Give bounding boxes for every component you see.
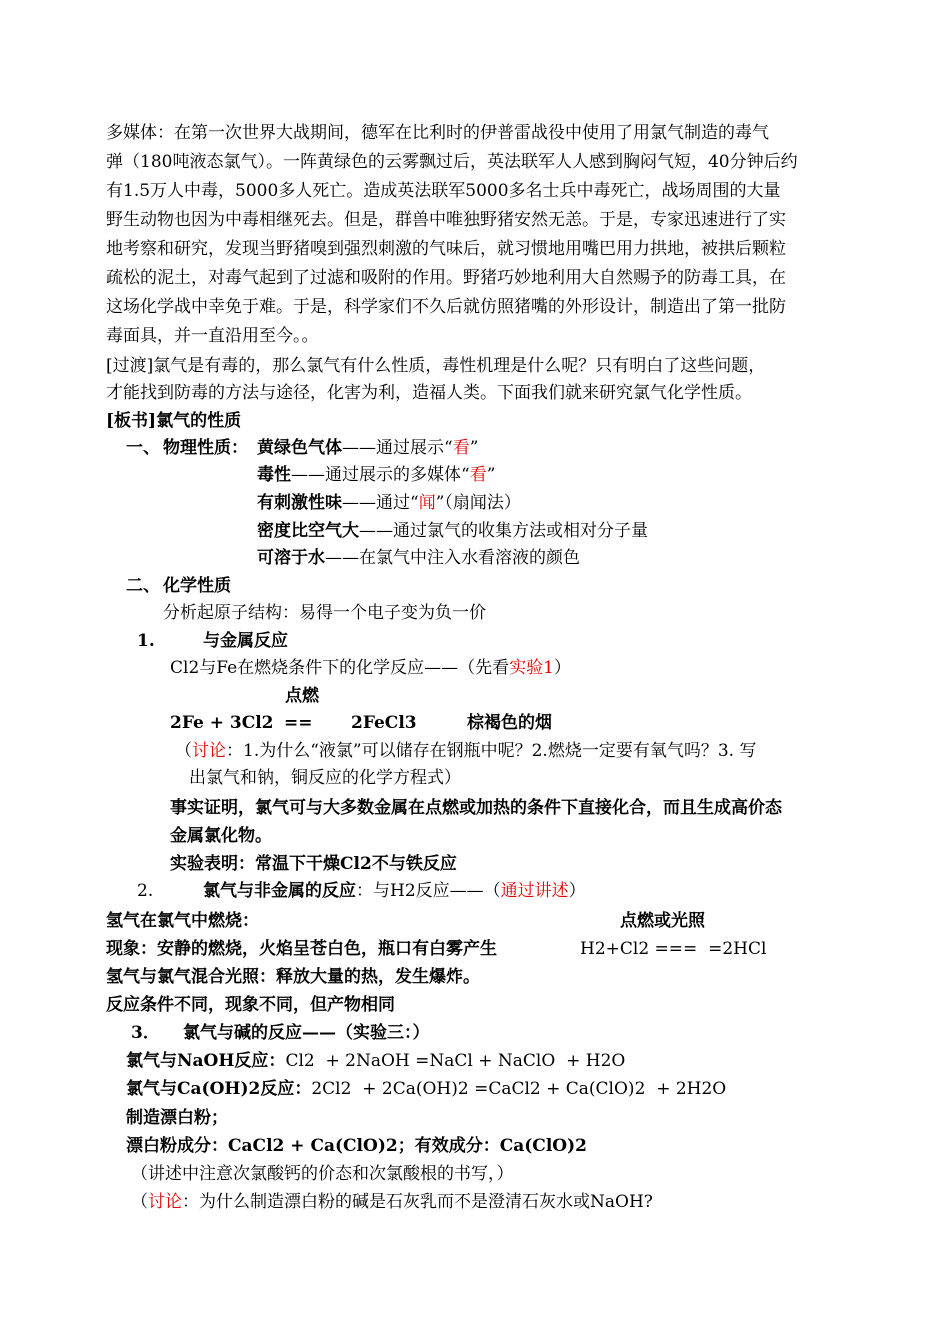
caoh-reaction bbox=[126, 1078, 726, 1100]
section-number: 二、 bbox=[126, 576, 160, 596]
discussion bbox=[175, 740, 756, 762]
phenomenon: 现象：安静的燃烧，火焰呈苍白色，瓶口有白雾产生 bbox=[106, 939, 497, 959]
property-name: 有刺激性味 bbox=[257, 493, 342, 513]
property-method: ——通过“ bbox=[342, 493, 419, 513]
property-method: ——通过氯气的收集方法或相对分子量 bbox=[359, 521, 648, 541]
property-tail: ”（扇闻法） bbox=[435, 493, 521, 513]
highlight-text: 通过讲述 bbox=[500, 881, 569, 901]
burning-heading: 氢气在氯气中燃烧： bbox=[106, 911, 259, 931]
transition-line: [过渡]氯气是有毒的，那么氯气有什么性质，毒性机理是什么呢？只有明白了这些问题， bbox=[106, 356, 766, 376]
bleach-heading: 制造漂白粉； bbox=[126, 1108, 228, 1128]
discussion-continued: 出氯气和钠，铜反应的化学方程式） bbox=[189, 768, 461, 788]
transition-line: 才能找到防毒的方法与途径，化害为利，造福人类。下面我们就来研究氯气化学性质。 bbox=[106, 383, 752, 403]
paren: （ bbox=[131, 1192, 148, 1212]
equation-left: 2Fe + 3Cl2 bbox=[170, 713, 274, 733]
property-method: ——通过展示的多媒体“ bbox=[291, 465, 470, 485]
reaction-condition: 点燃 bbox=[285, 686, 319, 706]
discussion-label: 讨论 bbox=[192, 741, 226, 761]
property-name: 可溶于水 bbox=[257, 548, 325, 568]
teaching-note: （讲述中注意次氯酸钙的价态和次氯酸根的书写，） bbox=[131, 1164, 514, 1184]
subsection-tail: ） bbox=[568, 881, 586, 901]
discussion-text: ：1.为什么“液氯”可以储存在钢瓶中呢？2.燃烧一定要有氧气吗？3. 写 bbox=[226, 741, 757, 761]
property-item bbox=[257, 492, 521, 514]
subsection-title: 与金属反应 bbox=[203, 631, 288, 651]
reaction-equation: 2Cl2 + 2Ca(OH)2 =CaCl2 + Ca(ClO)2 + 2H2O bbox=[311, 1079, 727, 1099]
subsection-title: 氯气与非金属的反应 bbox=[203, 881, 356, 901]
light-reaction: 氢气与氯气混合光照：释放大量的热，发生爆炸。 bbox=[106, 967, 480, 987]
property-item bbox=[257, 547, 580, 569]
property-method: ——在氯气中注入水看溶液的颜色 bbox=[325, 548, 580, 568]
property-name: 密度比空气大 bbox=[257, 521, 359, 541]
intro-line: 弹（180吨液态氯气）。一阵黄绿色的云雾飘过后，英法联军人人感到胸闷气短，40分钟后约 bbox=[106, 152, 798, 172]
intro-line: 这场化学战中幸免于难。于是，科学家们不久后就仿照猪嘴的外形设计，制造出了第一批防 bbox=[106, 297, 786, 317]
conclusion: 反应条件不同，现象不同，但产物相同 bbox=[106, 995, 395, 1015]
property-item bbox=[257, 520, 648, 542]
fact-statement: 事实证明，氯气可与大多数金属在点燃或加热的条件下直接化合，而且生成高价态 bbox=[170, 798, 782, 818]
reaction-condition: 点燃或光照 bbox=[620, 911, 705, 931]
section-label: 化学性质 bbox=[163, 576, 231, 596]
reaction-description bbox=[170, 657, 571, 679]
equation-note: 棕褐色的烟 bbox=[467, 713, 552, 733]
section-number: 一、 bbox=[126, 438, 160, 458]
property-name: 黄绿色气体 bbox=[257, 438, 342, 458]
intro-line: 地考察和研究，发现当野猪嗅到强烈刺激的气味后，就习惯地用嘴巴用力拱地，被拱后颗粒 bbox=[106, 239, 786, 259]
highlight-text: 实验1 bbox=[509, 658, 555, 678]
discussion-text: ：为什么制造漂白粉的碱是石灰乳而不是澄清石灰水或NaOH? bbox=[182, 1192, 653, 1212]
highlight-text: 看 bbox=[452, 438, 470, 458]
subsection-number: 1. bbox=[137, 631, 155, 651]
highlight-text: 闻 bbox=[418, 493, 436, 513]
reaction-label: 氯气与NaOH反应： bbox=[126, 1051, 286, 1071]
intro-line: 有1.5万人中毒，5000多人死亡。造成英法联军5000多名士兵中毒死亡，战场周围的大量 bbox=[106, 181, 781, 201]
reaction-label: 氯气与Ca(OH)2反应： bbox=[126, 1079, 312, 1099]
highlight-text: 看 bbox=[469, 465, 487, 485]
equation-right: 2FeCl3 bbox=[351, 713, 417, 733]
intro-line: 野生动物也因为中毒相继死去。但是，群兽中唯独野猪安然无恙。于是，专家迅速进行了实 bbox=[106, 210, 786, 230]
property-item bbox=[257, 464, 495, 486]
intro-line: 毒面具，并一直沿用至今。。 bbox=[106, 326, 319, 346]
description-tail: ） bbox=[554, 658, 572, 678]
property-item bbox=[257, 437, 478, 459]
fact-statement: 金属氯化物。 bbox=[170, 826, 272, 846]
property-name: 毒性 bbox=[257, 465, 291, 485]
subsection-number: 3． bbox=[131, 1023, 160, 1043]
subsection-title-line bbox=[203, 880, 586, 902]
property-tail: ” bbox=[469, 438, 479, 458]
analysis-text: 分析起原子结构：易得一个电子变为负一价 bbox=[163, 603, 486, 623]
experiment-result: 实验表明：常温下干燥Cl2不与铁反应 bbox=[170, 854, 457, 874]
intro-line: 多媒体：在第一次世界大战期间，德军在比利时的伊普雷战役中使用了用氯气制造的毒气 bbox=[106, 123, 769, 143]
naoh-reaction bbox=[126, 1050, 625, 1072]
board-title: [板书]氯气的性质 bbox=[106, 411, 242, 431]
hcl-equation: H2+Cl2 === =2HCl bbox=[580, 939, 767, 959]
bleach-component: 漂白粉成分：CaCl2 + Ca(ClO)2；有效成分：Ca(ClO)2 bbox=[126, 1136, 587, 1156]
discussion-label: 讨论 bbox=[148, 1192, 182, 1212]
subsection-text: ：与H2反应——（ bbox=[356, 881, 501, 901]
equation-sign: == bbox=[284, 713, 313, 733]
paren: （ bbox=[175, 741, 192, 761]
property-tail: ” bbox=[486, 465, 496, 485]
subsection-number: 2. bbox=[137, 881, 154, 901]
description-text: Cl2与Fe在燃烧条件下的化学反应——（先看 bbox=[170, 658, 510, 678]
subsection-title: 氯气与碱的反应——（实验三：） bbox=[183, 1023, 430, 1043]
property-method: ——通过展示“ bbox=[342, 438, 453, 458]
section-label: 物理性质： bbox=[163, 438, 248, 458]
reaction-equation: Cl2 + 2NaOH =NaCl + NaClO + H2O bbox=[285, 1051, 626, 1071]
discussion bbox=[131, 1191, 653, 1213]
intro-line: 疏松的泥土，对毒气起到了过滤和吸附的作用。野猪巧妙地利用大自然赐予的防毒工具，在 bbox=[106, 268, 786, 288]
